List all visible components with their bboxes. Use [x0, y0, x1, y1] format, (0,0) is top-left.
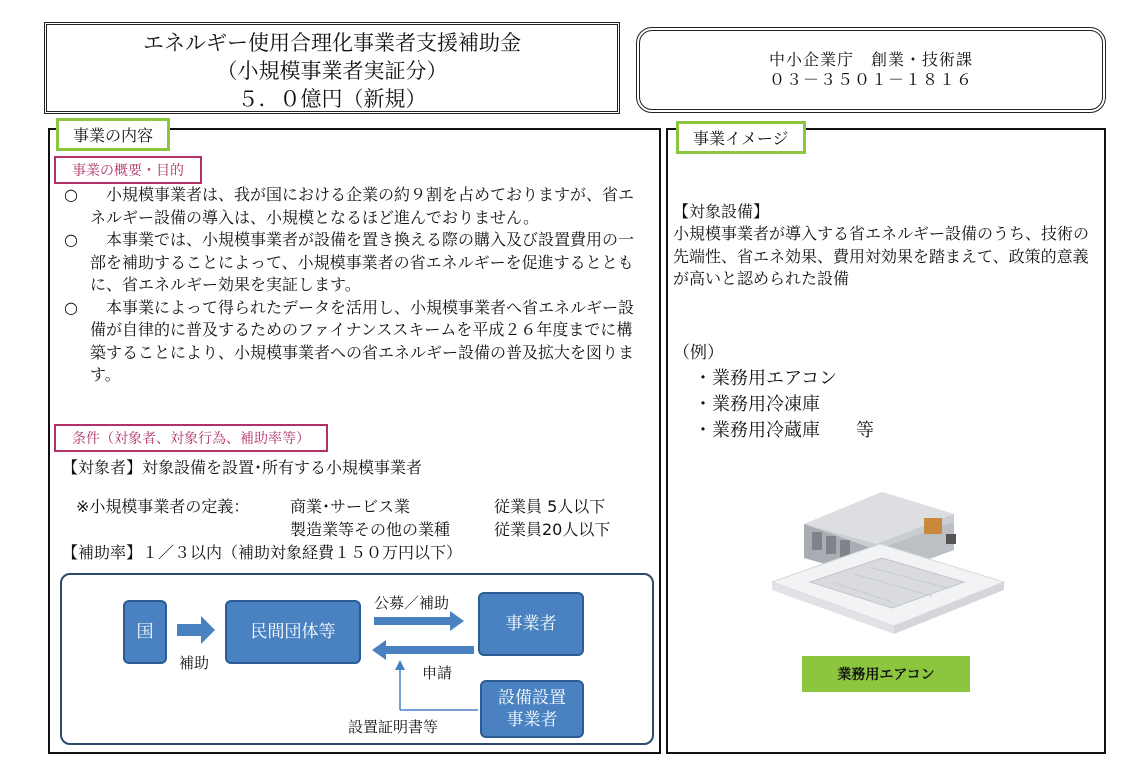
bullet-mark: ○ — [64, 185, 78, 204]
contact-phone: ０３－３５０１－１８１６ — [768, 70, 973, 89]
title-line-3: ５．０億円（新規） — [237, 87, 427, 111]
definition-prefix: ※小規模事業者の定義： — [76, 497, 250, 516]
bullet-mark: ○ — [64, 297, 78, 317]
contact-dept: 中小企業庁 創業・技術課 — [768, 50, 973, 69]
list-item: ・業務用冷蔵庫 等 — [694, 420, 874, 441]
title-line-2: （小規模事業者実証分） — [216, 59, 448, 83]
bullet-mark: ○ — [64, 230, 78, 249]
list-item: ・業務用エアコン — [694, 368, 838, 389]
node-country: 国 — [123, 600, 167, 664]
equipment-heading: 【対象設備】 — [673, 202, 770, 221]
node-installer: 設備設置 事業者 — [480, 680, 584, 738]
bullet-text: 小規模事業者は、我が国における企業の約９割を占めておりますが、省エネルギー設備の導入は、小規模となるほど進んでおりません。 — [90, 185, 635, 227]
label-offer-subsidy: 公募／補助 — [374, 594, 450, 612]
node-business: 事業者 — [478, 592, 584, 656]
bullet-text: 本事業によって得られたデータを活用し、小規模事業者へ省エネルギー設備が自律的に普及するためのファイナンススキームを平成２６年度までに構築することにより、小規模事業者への省エネルギー設備の普及拡大を図ります。 — [90, 297, 635, 384]
definition-limit-1: 従業員 5人以下 — [494, 497, 606, 516]
node-organization: 民間団体等 — [225, 600, 361, 664]
definition-industry-2: 製造業等その他の業種 — [290, 520, 451, 539]
rate-line: 【補助率】１／３以内（補助対象経費１５０万円以下） — [62, 543, 463, 562]
arrow-business-to-org — [372, 640, 474, 660]
examples-heading: （例） — [673, 343, 724, 363]
section-label-image: 事業イメージ — [676, 121, 806, 154]
examples-list — [694, 366, 874, 444]
title-line-1: エネルギー使用合理化事業者支援補助金 — [143, 31, 521, 55]
air-conditioner-image — [764, 478, 1014, 638]
bullet-text: 本事業では、小規模事業者が設備を置き換える際の購入及び設置費用の一部を補助することによって、小規模事業者の省エネルギーを促進するとともに、省エネルギー効果を実証します。 — [90, 230, 635, 294]
label-subsidy: 補助 — [179, 654, 210, 672]
overview-label: 事業の概要・目的 — [54, 156, 202, 184]
arrow-org-to-business — [374, 611, 464, 631]
definition-limit-2: 従業員20人以下 — [494, 520, 611, 539]
section-label-content: 事業の内容 — [56, 118, 170, 151]
arrow-country-to-org — [177, 616, 215, 644]
equipment-text: 小規模事業者が導入する省エネルギー設備のうち、技術の先端性、省エネ効果、費用対効果を踏まえて、政策的意義が高いと認められた設備 — [673, 224, 1090, 288]
conditions-label: 条件（対象者、対象行為、補助率等） — [54, 424, 328, 452]
label-apply: 申請 — [422, 664, 453, 682]
list-item: ・業務用冷凍庫 — [694, 394, 820, 415]
label-certificate: 設置証明書等 — [348, 718, 439, 736]
photo-caption: 業務用エアコン — [802, 656, 970, 692]
target-line: 【対象者】対象設備を設置･所有する小規模事業者 — [62, 458, 423, 477]
definition-industry-1: 商業･サービス業 — [290, 497, 411, 516]
